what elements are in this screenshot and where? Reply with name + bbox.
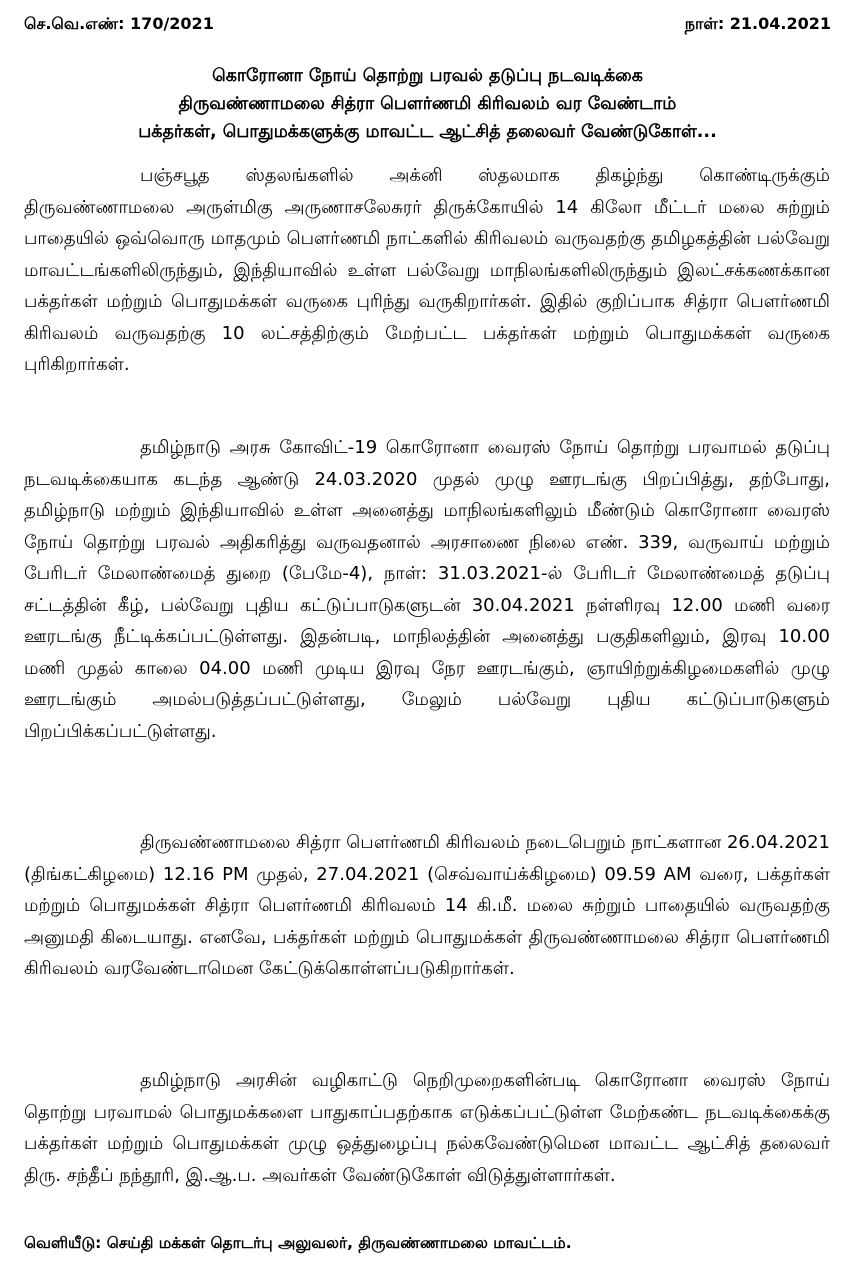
- body-paragraph-3: திருவண்ணாமலை சித்ரா பௌர்ணமி கிரிவலம் நடைபெறும் நாட்களான 26.04.2021 (திங்கட்கிழமை) 12.16 PM முதல், 27.04.2021 (செவ்வாய்க்கிழமை) 09.59 AM வரை, பக்தர்கள் மற்றும் பொதுமக்கள் சித்ரா பௌர்ணமி கிரிவலம் 14 கி.மீ. மலை சுற்றும் பாதையில் வருவதற்கு அனுமதி கிடையாது. எனவே, பக்தர்கள் மற்றும் பொதுமக்கள் திருவண்ணாமலை சித்ரா பௌர்ணமி கிரிவலம் வரவேண்டாமென கேட்டுக்கொள்ளப்படுகிறார்கள்.: [24, 832, 831, 979]
- issued-by-footer: வெளியீடு: செய்தி மக்கள் தொடர்பு அலுவலர், திருவண்ணாமலை மாவட்டம்.: [24, 1234, 572, 1252]
- page-title: [20, 62, 835, 146]
- title-line-1: கொரோனா நோய் தொற்று பரவல் தடுப்பு நடவடிக்கை: [212, 66, 643, 86]
- body-paragraph-2: தமிழ்நாடு அரசு கோவிட்-19 கொரோனா வைரஸ் நோய் தொற்று பரவாமல் தடுப்பு நடவடிக்கையாக கடந்த ஆண்டு 24.03.2020 முதல் முழு ஊரடங்கு பிறப்பித்து, தற்போது, தமிழ்நாடு மற்றும் இந்தியாவில் உள்ள அனைத்து மாநிலங்களிலும் மீண்டும் கொரோனா வைரஸ் நோய் தொற்று பரவல் அதிகரித்து வருவதனால் அரசாணை நிலை எண். 339, வருவாய் மற்றும் பேரிடர் மேலாண்மைத் துறை (பேமே-4), நாள்: 31.03.2021-ல் பேரிடர் மேலாண்மைத் தடுப்பு சட்டத்தின் கீழ், பல்வேறு புதிய கட்டுப்பாடுகளுடன் 30.04.2021 நள்ளிரவு 12.00 மணி வரை ஊரடங்கு நீட்டிக்கப்பட்டுள்ளது. இதன்படி, மாநிலத்தின் அனைத்து பகுதிகளிலும், இரவு 10.00 மணி முதல் காலை 04.00 மணி முடிய இரவு நேர ஊரடங்கும், ஞாயிற்றுக்கிழமைகளில் முழு ஊரடங்கும் அமல்படுத்தப்பட்டுள்ளது, மேலும் பல்வேறு புதிய கட்டுப்பாடுகளும் பிறப்பிக்கப்பட்டுள்ளது.: [24, 437, 830, 742]
- reference-number: செ.வெ.எண்: 170/2021: [24, 14, 214, 33]
- title-line-2: திருவண்ணாமலை சித்ரா பௌர்ணமி கிரிவலம் வர வேண்டாம்: [178, 94, 677, 114]
- title-line-3: பக்தர்கள், பொதுமக்களுக்கு மாவட்ட ஆட்சித் தலைவர் வேண்டுகோள்...: [138, 122, 717, 142]
- body-paragraph-1: பஞ்சபூத ஸ்தலங்களில் அக்னி ஸ்தலமாக திகழ்ந்து கொண்டிருக்கும் திருவண்ணாமலை அருள்மிகு அருணாசலேசுரர் திருக்கோயில் 14 கிலோ மீட்டர் மலை சுற்றும் பாதையில் ஒவ்வொரு மாதமும் பௌர்ணமி நாட்களில் கிரிவலம் வருவதற்கு தமிழகத்தின் பல்வேறு மாவட்டங்களிலிருந்தும், இந்தியாவில் உள்ள பல்வேறு மாநிலங்களிலிருந்தும் இலட்சக்கணக்கான பக்தர்கள் மற்றும் பொதுமக்கள் வருகை புரிந்து வருகிறார்கள். இதில் குறிப்பாக சித்ரா பௌர்ணமி கிரிவலம் வருவதற்கு 10 லட்சத்திற்கும் மேற்பட்ட பக்தர்கள் மற்றும் பொதுமக்கள் வருகை புரிகிறார்கள்.: [24, 165, 830, 375]
- release-date: நாள்: 21.04.2021: [684, 14, 831, 33]
- header-line: [24, 14, 831, 38]
- body-paragraph-4: தமிழ்நாடு அரசின் வழிகாட்டு நெறிமுறைகளின்படி கொரோனா வைரஸ் நோய் தொற்று பரவாமல் பொதுமக்களை பாதுகாப்பதற்காக எடுக்கப்பட்டுள்ள மேற்கண்ட நடவடிக்கைக்கு பக்தர்கள் மற்றும் பொதுமக்கள் முழு ஒத்துழைப்பு நல்கவேண்டுமென மாவட்ட ஆட்சித் தலைவர் திரு. சந்தீப் நந்தூரி, இ.ஆ.ப. அவர்கள் வேண்டுகோள் விடுத்துள்ளார்கள்.: [24, 1070, 830, 1186]
